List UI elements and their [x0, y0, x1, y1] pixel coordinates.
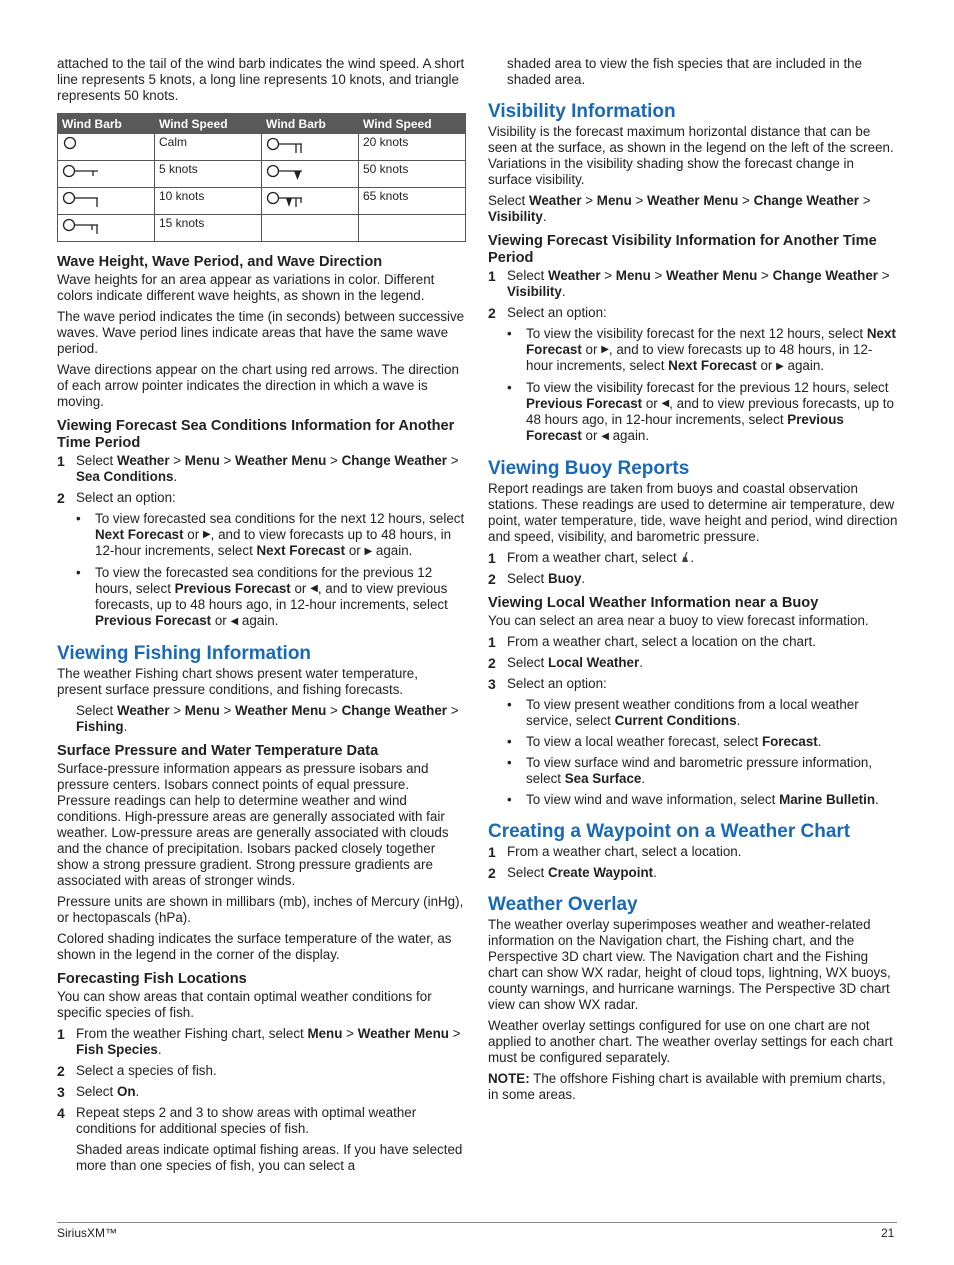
bullet: •	[507, 791, 512, 807]
footer-divider	[57, 1222, 897, 1223]
step	[488, 655, 898, 671]
step	[57, 1026, 465, 1058]
label-forecast: Forecast	[761, 733, 818, 749]
table-header: Wind Barb	[58, 114, 155, 134]
label-next-forecast: Next Forecast	[256, 543, 346, 559]
text: From a weather chart, select a location.	[507, 843, 742, 859]
fishing-heading: Viewing Fishing Information	[57, 642, 312, 664]
barb-50-knots-icon	[262, 161, 359, 188]
text: >	[169, 453, 185, 468]
text: Select an option:	[507, 305, 607, 320]
text: or	[345, 543, 365, 559]
text: The offshore Fishing chart is available with premium charts, in some areas.	[488, 1070, 886, 1102]
text: again.	[608, 428, 650, 444]
text: >	[447, 702, 459, 718]
next-forecast-icon: ▶	[776, 360, 784, 372]
text: or	[642, 395, 662, 411]
label-current-conditions: Current Conditions	[614, 712, 737, 728]
previous-forecast-icon: ◀	[661, 398, 670, 410]
step-number: 1	[57, 1025, 65, 1042]
step-number: 4	[57, 1104, 65, 1121]
menu-menu: Menu	[184, 453, 220, 468]
table-cell: 65 knots	[359, 188, 466, 215]
text: >	[219, 453, 236, 468]
wind-barb-table	[57, 113, 466, 242]
menu-fish-species: Fish Species	[76, 1041, 158, 1057]
next-forecast-icon: ▶	[202, 529, 211, 541]
label-sea-surface: Sea Surface	[564, 770, 642, 786]
empty-cell	[262, 215, 359, 242]
step	[57, 453, 465, 485]
menu-menu: Menu	[307, 1025, 343, 1041]
text: >	[650, 268, 667, 283]
wave-paragraph: Wave heights for an area appear as variations in color. Different colors indicate different wave heights, as shown in the legend.	[57, 272, 435, 303]
bullet-item	[57, 565, 465, 630]
text: , and to view previous forecasts, up to 48 hours ago, in 12-hour increments, select	[95, 580, 448, 613]
text: , and to view forecasts up to 48 hours, in 12-hour increments, select	[95, 527, 452, 559]
text: .	[123, 718, 128, 734]
bullet: •	[76, 511, 81, 526]
text: , and to view previous forecasts, up to 48 hours ago, in 12-hour increments, select	[526, 395, 894, 428]
bullet-item	[488, 326, 898, 375]
buoy-paragraph: Report readings are taken from buoys and coastal observation stations. These readings are used to determine air temperature, dew point, water temperature, tide, wave height and period, wind direction and speed, visibility, and barometric pressure.	[488, 480, 898, 544]
wind-barb-intro: attached to the tail of the wind barb indicates the wind speed. A short line represents 5 knots, a long line represents 10 knots, and triangle represents 50 knots.	[57, 56, 465, 103]
surface-paragraph: Surface-pressure information appears as pressure isobars and pressure centers. Isobars connect points of equal pressure. Pressure readings can help to determine weather and wind conditions. High-pressure areas are generally associated with fair weather. Low-pressure areas are generally associated with clouds and the chance of precipitation. Isobars packed closely together show a strong pressure gradient. Strong pressure gradients are associated with areas of stronger winds.	[57, 760, 449, 888]
text: .	[875, 791, 879, 807]
text: again.	[372, 543, 413, 559]
text: To view surface wind and barometric pressure information, select	[526, 754, 873, 786]
sea-conditions-heading: Viewing Forecast Sea Conditions Information for Another Time Period	[57, 418, 455, 451]
text: .	[817, 733, 822, 749]
visibility-paragraph: Visibility is the forecast maximum horizontal distance that can be seen at the surface, as shown in the legend on the left of the screen. Variations in the visibility shading show the forecast change in surface visibility.	[488, 124, 894, 187]
text: Select	[507, 268, 548, 283]
text: >	[219, 702, 236, 718]
wave-paragraph: Wave directions appear on the chart using red arrows. The direction of each arrow pointer indicates the direction in which a wave is moving.	[57, 362, 459, 409]
text: .	[736, 712, 741, 728]
previous-forecast-icon: ◀	[230, 615, 239, 627]
table-cell	[359, 215, 466, 242]
step-number: 2	[488, 654, 496, 671]
bullet-item	[57, 511, 465, 560]
barb-10-knots-icon	[58, 188, 155, 215]
text: >	[326, 453, 342, 468]
step-number: 1	[488, 268, 496, 284]
next-forecast-icon: ▶	[364, 545, 373, 557]
left-column	[57, 56, 465, 1179]
text: >	[169, 702, 185, 718]
step	[488, 571, 898, 587]
text: Select	[507, 864, 548, 880]
fish-locations-heading: Forecasting Fish Locations	[57, 970, 247, 987]
table-cell: 50 knots	[359, 161, 466, 188]
text: Repeat steps 2 and 3 to show areas with optimal weather conditions for additional species of fish.	[76, 1104, 417, 1136]
text: Select a species of fish.	[76, 1062, 217, 1078]
text: .	[173, 469, 178, 484]
step	[488, 844, 898, 860]
barb-65-knots-icon	[262, 188, 359, 215]
text: >	[448, 1025, 461, 1041]
label-create-waypoint: Create Waypoint	[547, 864, 654, 880]
text: Select	[507, 654, 548, 670]
label-local-weather: Local Weather	[547, 654, 640, 670]
text: To view present weather conditions from a local weather service, select	[526, 696, 859, 728]
step	[57, 1063, 465, 1079]
step-number: 3	[57, 1083, 65, 1100]
bullet: •	[507, 326, 512, 341]
bullet: •	[76, 564, 81, 580]
surface-paragraph: Pressure units are shown in millibars (mb), inches of Mercury (inHg), or hectopascals (hPa).	[57, 893, 464, 925]
text: To view wind and wave information, select	[526, 791, 780, 807]
label-buoy: Buoy	[547, 570, 582, 586]
next-forecast-icon: ▶	[601, 344, 609, 356]
bullet-item	[488, 734, 898, 750]
label-next-forecast: Next Forecast	[95, 527, 184, 542]
menu-weather-menu: Weather Menu	[235, 702, 327, 718]
buoy-icon	[680, 550, 690, 565]
barb-20-knots-icon	[262, 134, 359, 161]
buoy-heading: Viewing Buoy Reports	[488, 457, 690, 479]
text: To view the forecasted sea conditions for the previous 12 hours, select	[95, 564, 433, 596]
text: .	[581, 570, 586, 586]
step-number: 1	[488, 843, 496, 860]
menu-change-weather: Change Weather	[341, 453, 447, 468]
table-row	[58, 134, 466, 161]
step-number: 2	[488, 305, 496, 321]
step-number: 2	[57, 1062, 65, 1079]
overlay-note	[488, 1071, 898, 1103]
label-previous-forecast: Previous Forecast	[174, 580, 291, 596]
menu-menu: Menu	[184, 702, 220, 718]
step-number: 1	[57, 453, 65, 469]
text: Select	[507, 570, 548, 586]
table-row	[58, 215, 466, 242]
table-cell: 10 knots	[155, 188, 262, 215]
barb-5-knots-icon	[58, 161, 155, 188]
overlay-heading: Weather Overlay	[488, 893, 638, 915]
local-weather-paragraph: You can select an area near a buoy to view forecast information.	[488, 612, 869, 628]
text: or	[183, 527, 203, 542]
label-marine-bulletin: Marine Bulletin	[779, 791, 876, 807]
text: >	[600, 268, 616, 283]
text: >	[859, 193, 871, 208]
continued-text: shaded area to view the fish species that are included in the shaded area.	[507, 56, 863, 87]
menu-change-weather: Change Weather	[341, 702, 447, 718]
step-number: 2	[488, 864, 496, 881]
text: >	[878, 268, 890, 283]
menu-weather: Weather	[528, 193, 582, 208]
step	[57, 490, 465, 506]
text: again.	[783, 358, 825, 374]
text: To view a local weather forecast, select	[526, 733, 762, 749]
step	[57, 1105, 465, 1137]
text: Select	[76, 453, 117, 468]
table-header: Wind Speed	[359, 114, 466, 134]
menu-weather: Weather	[547, 268, 601, 283]
menu-fishing: Fishing	[76, 718, 124, 734]
table-cell: 20 knots	[359, 134, 466, 161]
surface-paragraph: Colored shading indicates the surface temperature of the water, as shown in the legend in the corner of the display.	[57, 930, 452, 962]
text: .	[561, 284, 566, 299]
text: .	[157, 1041, 162, 1057]
right-column	[488, 56, 898, 1108]
text: or	[756, 358, 777, 374]
text: To view the visibility forecast for the next 12 hours, select	[526, 326, 867, 341]
text: again.	[238, 613, 279, 629]
bullet-item	[488, 792, 898, 808]
fish-locations-paragraph: You can show areas that contain optimal weather conditions for specific species of fish.	[57, 988, 432, 1020]
note-label: NOTE:	[488, 1070, 530, 1086]
fishing-select-path	[57, 703, 465, 735]
text: .	[542, 209, 547, 224]
bullet-item	[488, 380, 898, 445]
bullet: •	[507, 733, 512, 749]
overlay-paragraph: The weather overlay superimposes weather and weather-related information on the Navigation chart, the Fishing chart, and the Perspective 3D chart view. The Navigation chart and the Fishing chart can show WX radar, height of cloud tops, lightning, WX buoys, county warnings, and hurricane warnings. The Perspective 3D chart view can show WX radar.	[488, 916, 891, 1012]
bullet-item	[488, 697, 898, 729]
table-cell: 15 knots	[155, 215, 262, 242]
text: Select	[76, 1083, 117, 1099]
text: .	[690, 549, 695, 565]
step-number: 3	[488, 675, 496, 692]
table-header-row	[58, 114, 466, 134]
wave-paragraph: The wave period indicates the time (in seconds) between successive waves. Wave period lines indicate areas that have the same wave period.	[57, 309, 465, 356]
step-number: 1	[488, 549, 496, 566]
text: .	[653, 864, 657, 880]
previous-forecast-icon: ◀	[310, 583, 318, 595]
menu-visibility: Visibility	[507, 284, 562, 299]
menu-menu: Menu	[615, 268, 651, 283]
menu-weather: Weather	[116, 453, 170, 468]
text: .	[641, 770, 646, 786]
wave-heading: Wave Height, Wave Period, and Wave Direction	[57, 254, 383, 270]
text: >	[326, 702, 342, 718]
bullet: •	[507, 379, 512, 395]
step	[488, 634, 898, 650]
page-number: 21	[881, 1226, 895, 1240]
fishing-paragraph: The weather Fishing chart shows present water temperature, present surface pressure conditions, and fishing forecasts.	[57, 665, 418, 697]
table-cell: Calm	[155, 134, 262, 161]
barb-15-knots-icon	[58, 215, 155, 242]
visibility-forecast-heading: Viewing Forecast Visibility Information for Another Time Period	[488, 233, 877, 266]
text: From a weather chart, select	[507, 549, 681, 565]
text: >	[581, 193, 597, 208]
text: or	[581, 428, 602, 444]
waypoint-heading: Creating a Waypoint on a Weather Chart	[488, 820, 851, 842]
text: Select an option:	[76, 490, 176, 505]
text: >	[757, 268, 773, 283]
text: Select an option:	[507, 675, 607, 691]
menu-change-weather: Change Weather	[753, 193, 859, 208]
menu-sea-conditions: Sea Conditions	[76, 469, 174, 484]
visibility-select-path	[488, 193, 898, 225]
table-row	[58, 161, 466, 188]
label-on: On	[116, 1083, 136, 1099]
table-cell: 5 knots	[155, 161, 262, 188]
label-next-forecast: Next Forecast	[668, 358, 757, 374]
label-previous-forecast: Previous Forecast	[526, 395, 643, 411]
overlay-paragraph: Weather overlay settings configured for use on one chart are not applied to another chart. The weather overlay settings for each chart must be configured separately.	[488, 1017, 893, 1065]
step	[488, 550, 898, 566]
step-number: 1	[488, 633, 496, 650]
label-previous-forecast: Previous Forecast	[95, 613, 212, 629]
text: .	[135, 1083, 140, 1099]
menu-weather: Weather	[116, 702, 170, 718]
text: Select	[488, 193, 529, 208]
bullet: •	[507, 696, 512, 712]
text: >	[738, 193, 754, 208]
text: or	[211, 613, 231, 629]
text: From the weather Fishing chart, select	[76, 1025, 308, 1041]
menu-weather-menu: Weather Menu	[647, 193, 739, 208]
table-header: Wind Speed	[155, 114, 262, 134]
calm-barb-icon	[58, 134, 155, 161]
bullet-item	[488, 755, 898, 787]
text: From a weather chart, select a location on the chart.	[507, 633, 816, 649]
visibility-heading: Visibility Information	[488, 101, 676, 122]
text: >	[631, 193, 648, 208]
step	[488, 268, 898, 300]
text: Select	[76, 702, 117, 718]
table-header: Wind Barb	[262, 114, 359, 134]
text: , and to view forecasts up to 48 hours, in 12-hour increments, select	[526, 342, 873, 374]
text: >	[447, 453, 459, 468]
menu-weather-menu: Weather Menu	[235, 453, 327, 468]
text: .	[639, 654, 643, 670]
text: To view forecasted sea conditions for the next 12 hours, select	[95, 511, 465, 526]
label-next-forecast: Next Forecast	[526, 326, 896, 357]
table-row	[58, 188, 466, 215]
footer-section-name: SiriusXM™	[57, 1226, 118, 1240]
text: or	[581, 342, 602, 357]
label-previous-forecast: Previous Forecast	[526, 412, 844, 444]
step	[488, 676, 898, 692]
step	[488, 305, 898, 321]
text: To view the visibility forecast for the previous 12 hours, select	[526, 379, 889, 395]
surface-pressure-heading: Surface Pressure and Water Temperature Data	[57, 742, 379, 759]
local-weather-heading: Viewing Local Weather Information near a Buoy	[488, 594, 819, 611]
menu-change-weather: Change Weather	[772, 268, 878, 283]
step-number: 2	[488, 570, 496, 587]
menu-weather-menu: Weather Menu	[357, 1025, 449, 1041]
previous-forecast-icon: ◀	[601, 430, 609, 442]
menu-weather-menu: Weather Menu	[666, 268, 758, 283]
text: or	[290, 580, 311, 596]
text: >	[342, 1025, 358, 1041]
step	[57, 1084, 465, 1100]
fish-locations-note: Shaded areas indicate optimal fishing areas. If you have selected more than one species of fish, you can select a	[76, 1141, 463, 1173]
bullet: •	[507, 754, 512, 770]
menu-menu: Menu	[596, 193, 632, 208]
step-number: 2	[57, 490, 65, 506]
menu-visibility: Visibility	[488, 209, 543, 224]
step	[488, 865, 898, 881]
